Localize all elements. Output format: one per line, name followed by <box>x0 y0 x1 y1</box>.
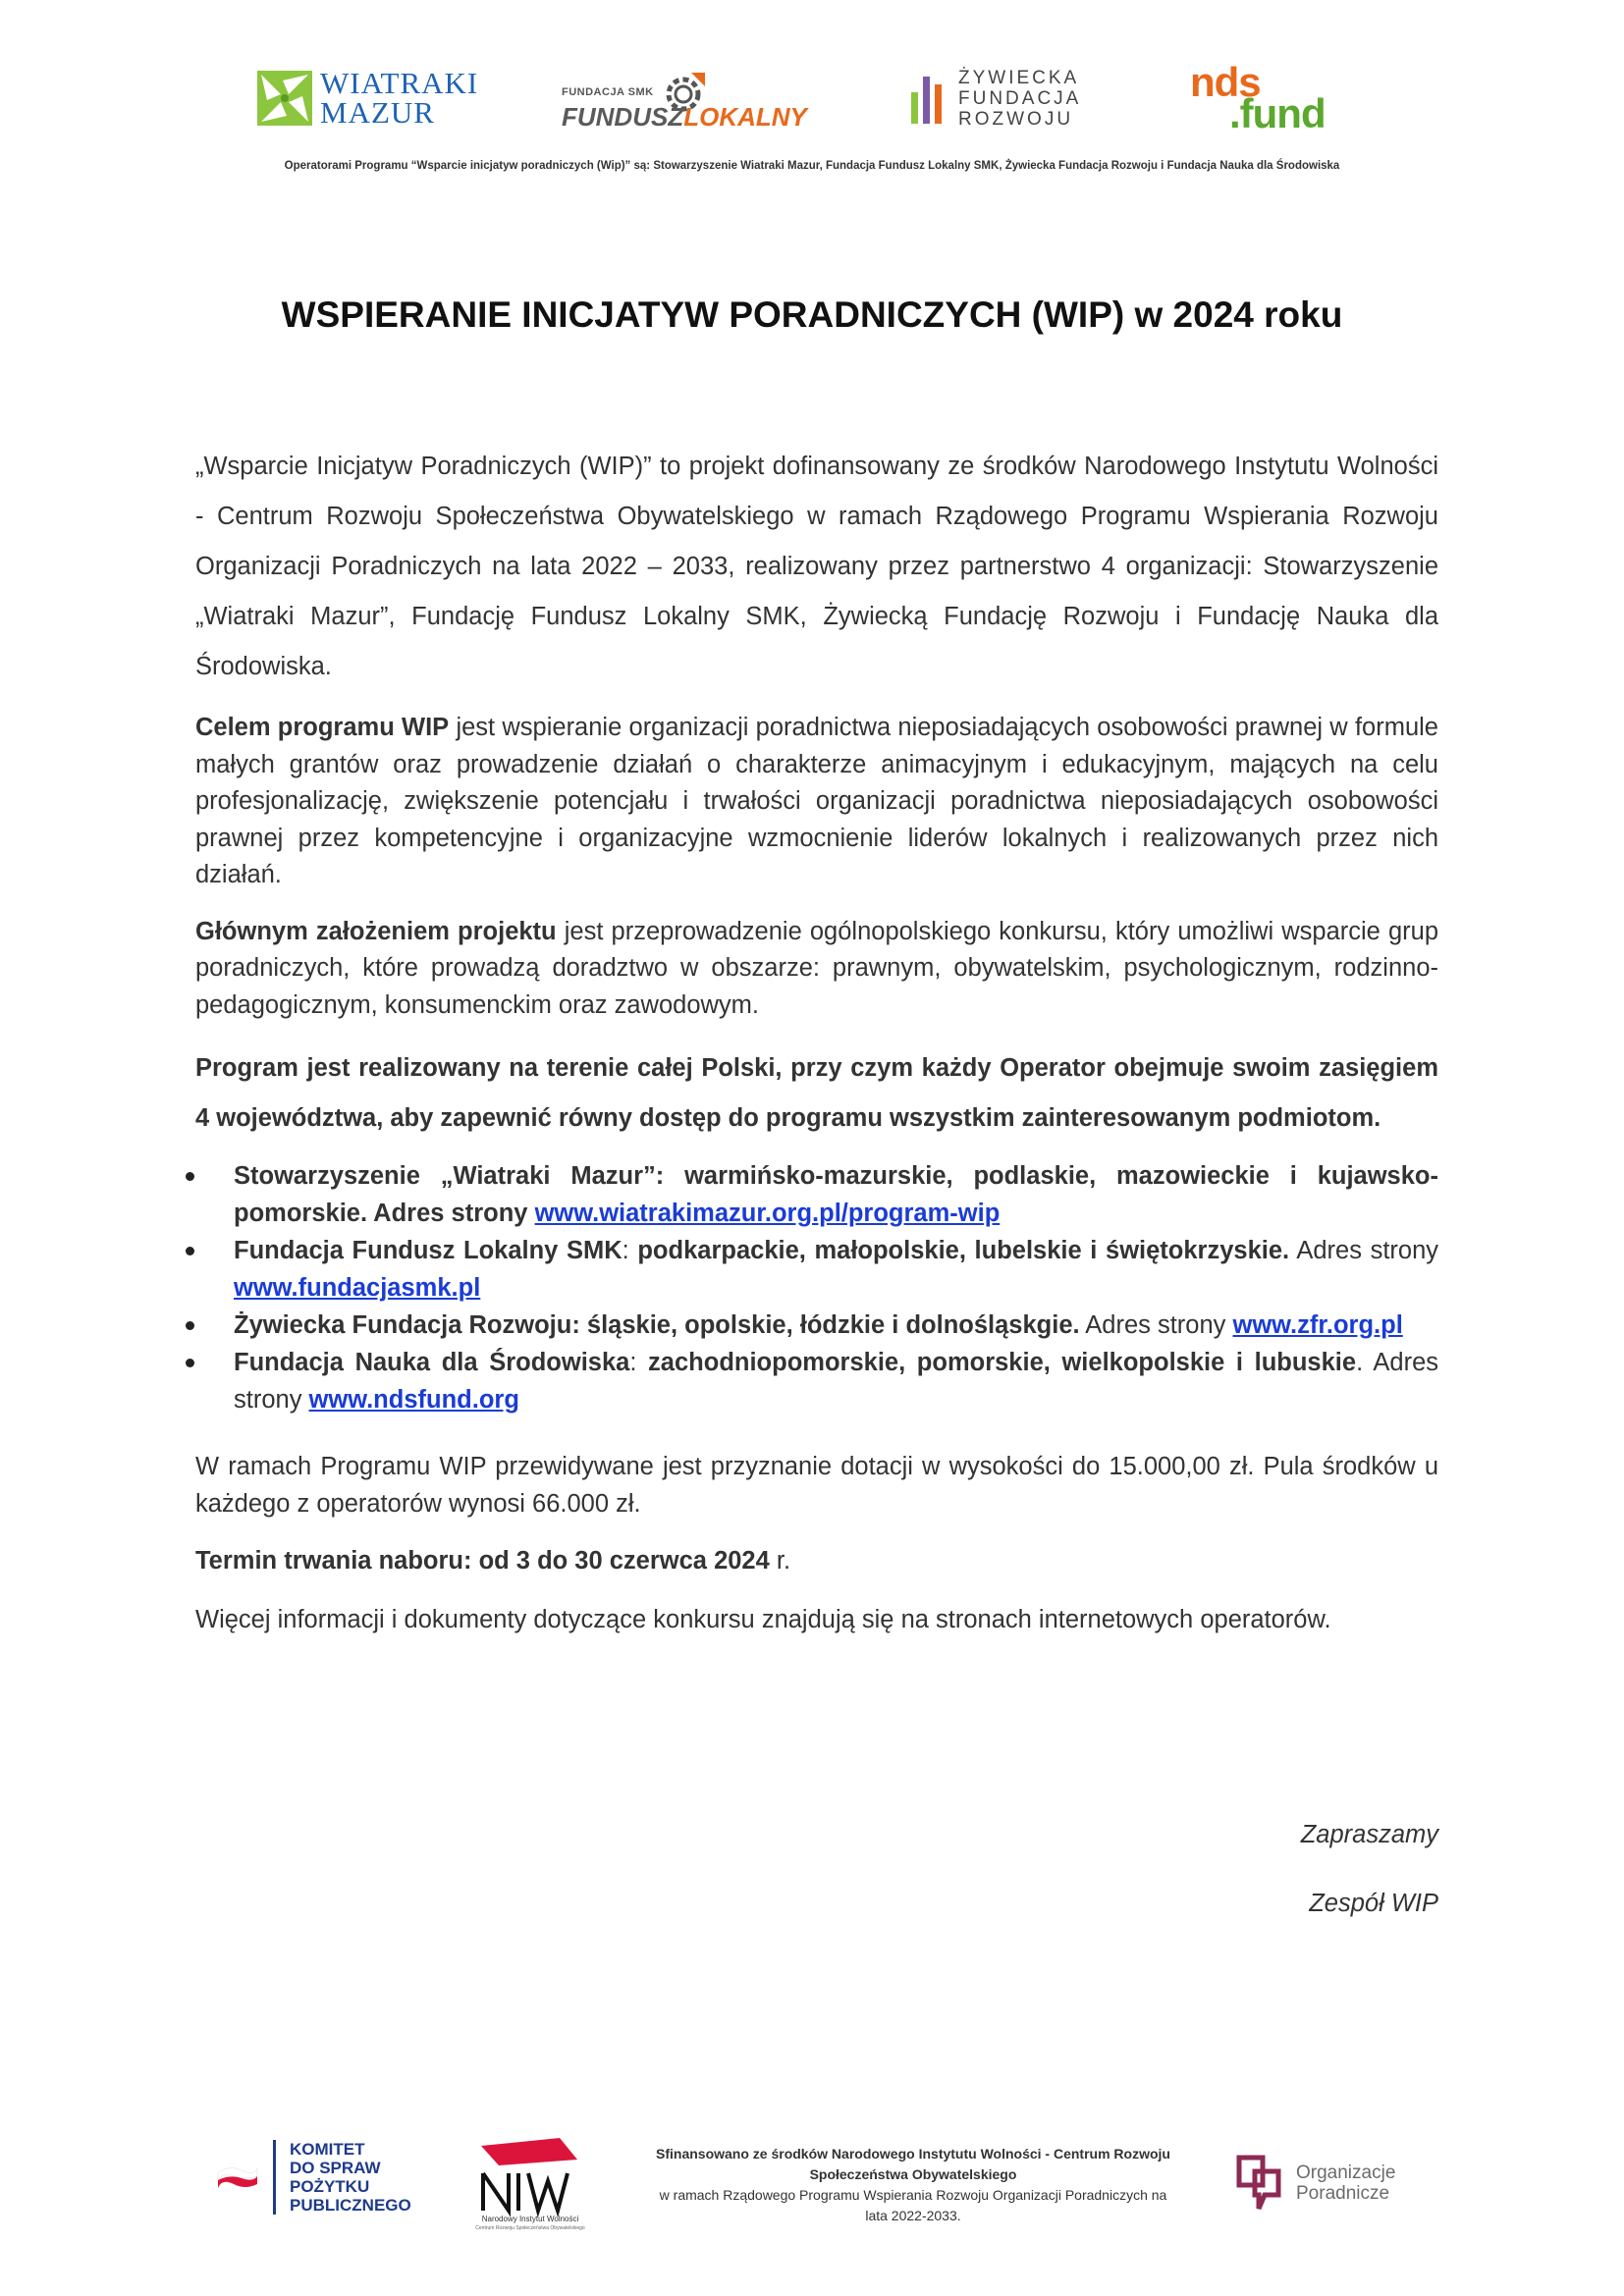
list-item: Fundacja Nauka dla Środowiska: zachodniopomorskie, pomorskie, wielkopolskie i lubuskie. Adres strony www.ndsfund.org <box>195 1344 1438 1418</box>
divider <box>273 2140 276 2215</box>
fundusz-lokalny-wordmark: FUNDUSZLOKALNY <box>562 102 807 132</box>
funding-statement: Sfinansowano ze środków Narodowego Instytutu Wolności - Centrum Rozwoju Społeczeństwa Obywatelskiego w ramach Rządowego Programu Wspierania Rozwoju Organizacji Poradniczych na lata 2022-2033. <box>656 2146 1170 2223</box>
bullet-icon <box>186 1247 194 1255</box>
operators-list <box>195 1157 1438 1418</box>
page-title: WSPIERANIE INICJATYW PORADNICZYCH (WIP) w 2024 roku <box>281 294 1343 335</box>
komitet-wordmark: KOMITET DO SPRAW POŻYTKU PUBLICZNEGO <box>290 2140 411 2215</box>
windmill-icon <box>257 71 312 126</box>
assumption-paragraph: Głównym założeniem projektu jest przeprowadzenie ogólnopolskiego konkursu, który umożliwi wsparcie grup poradniczych, które prowadzą doradztwo w obszarze: prawnym, obywatelskim, psychologicznym, rodzinno-pedagogicznym, konsumenckim oraz zawodowym. <box>195 917 1438 1019</box>
zywiecka-fundacja-logo <box>911 54 1081 142</box>
list-item: Stowarzyszenie „Wiatraki Mazur”: warmińsko-mazurskie, podlaskie, mazowieckie i kujawsko-pomorskie. Adres strony www.wiatrakimazur.org.pl/program-wip <box>195 1157 1438 1232</box>
bullet-icon <box>186 1359 194 1367</box>
list-item: Fundacja Fundusz Lokalny SMK: podkarpackie, małopolskie, lubelskie i świętokrzyskie. Adres strony www.fundacjasmk.pl <box>195 1232 1438 1307</box>
more-info-paragraph: Więcej informacji i dokumenty dotyczące konkursu znajdują się na stronach internetowych operatorów. <box>195 1606 1331 1633</box>
operator-link-nds[interactable]: www.ndsfund.org <box>308 1386 519 1414</box>
op-wordmark: Organizacje Poradnicze <box>1296 2163 1396 2204</box>
intro-paragraph: „Wsparcie Inicjatyw Poradniczych (WIP)” to projekt dofinansowany ze środków Narodowego Instytutu Wolności - Centrum Rozwoju Społeczeństwa Obywatelskiego w ramach Rządowego Programu Wspierania Rozwoju Organizacji Poradniczych na lata 2022 – 2033, realizowany przez partnerstwo 4 organizacji: Stowarzyszenie „Wiatraki Mazur”, Fundację Fundusz Lokalny SMK, Żywiecką Fundację Rozwoju i Fundację Nauka dla Środowiska. <box>195 453 1438 680</box>
grant-paragraph: W ramach Programu WIP przewidywane jest przyznanie dotacji w wysokości do 15.000,00 zł. Pula środków u każdego z operatorów wynosi 66.000 zł. <box>195 1453 1438 1518</box>
wiatraki-mazur-wordmark: WIATRAKI MAZUR <box>320 66 479 130</box>
bullet-icon <box>186 1172 194 1181</box>
operator-link-smk[interactable]: www.fundacjasmk.pl <box>234 1274 481 1302</box>
goal-paragraph: Celem programu WIP jest wspieranie organizacji poradnictwa nieposiadających osobowości prawnej w formule małych grantów oraz prowadzenie działań o charakterze animacyjnym i edukacyjnym, mających na celu profesjonalizację, zwiększenie potencjału i trwałości organizacji poradnictwa nieposiadających osobowości prawnej przez kompetencyjne i organizacyjne wzmocnienie liderów lokalnych i realizowanych przez nich działań. <box>195 714 1438 888</box>
list-item: Żywiecka Fundacja Rozwoju: śląskie, opolskie, łódzkie i dolnośląskgie. Adres strony www.zfr.org.pl <box>195 1307 1438 1344</box>
operators-statement: Operatorami Programu “Wsparcie inicjatyw poradniczych (Wip)” są: Stowarzyszenie Wiatraki Mazur, Fundacja Fundusz Lokalny SMK, Żywiecka Fundacja Rozwoju i Fundacja Nauka dla Środowiska <box>284 160 1340 172</box>
niw-subcaption: Centrum Rozwoju Społeczeństwa Obywatelskiego <box>475 2225 585 2231</box>
wiatraki-mazur-logo <box>257 54 478 142</box>
deadline-paragraph: Termin trwania naboru: od 3 do 30 czerwca 2024 r. <box>195 1547 791 1575</box>
fundusz-lokalny-logo: FUNDACJA SMK FUNDUSZLOKALNY <box>560 54 820 142</box>
bars-icon <box>911 73 947 124</box>
closing-text: Zapraszamy <box>1300 1821 1438 1848</box>
bullet-icon <box>186 1321 194 1330</box>
polish-flag-icon <box>216 2163 259 2192</box>
op-mark-icon <box>1235 2152 1286 2215</box>
zywiecka-fundacja-wordmark: ŻYWIECKA FUNDACJA ROZWOJU <box>958 67 1082 130</box>
nds-fund-logo: nds .fund <box>1190 59 1326 136</box>
signature-text: Zespół WIP <box>1309 1890 1438 1917</box>
footer-logos <box>0 2130 1624 2238</box>
organizacje-poradnicze-logo <box>1235 2152 1395 2215</box>
niw-caption: Narodowy Instytut Wolności <box>481 2215 579 2223</box>
header-logos <box>0 54 1624 142</box>
komitet-logo <box>216 2140 411 2215</box>
document-body <box>195 442 1438 1638</box>
operator-link-wiatraki[interactable]: www.wiatrakimazur.org.pl/program-wip <box>534 1200 1001 1227</box>
scope-paragraph: Program jest realizowany na terenie całej Polski, przy czym każdy Operator obejmuje swoim zasięgiem 4 województwa, aby zapewnić równy dostęp do programu wszystkim zainteresowanym podmiotom. <box>195 1054 1438 1132</box>
operator-link-zfr[interactable]: www.zfr.org.pl <box>1232 1311 1403 1339</box>
